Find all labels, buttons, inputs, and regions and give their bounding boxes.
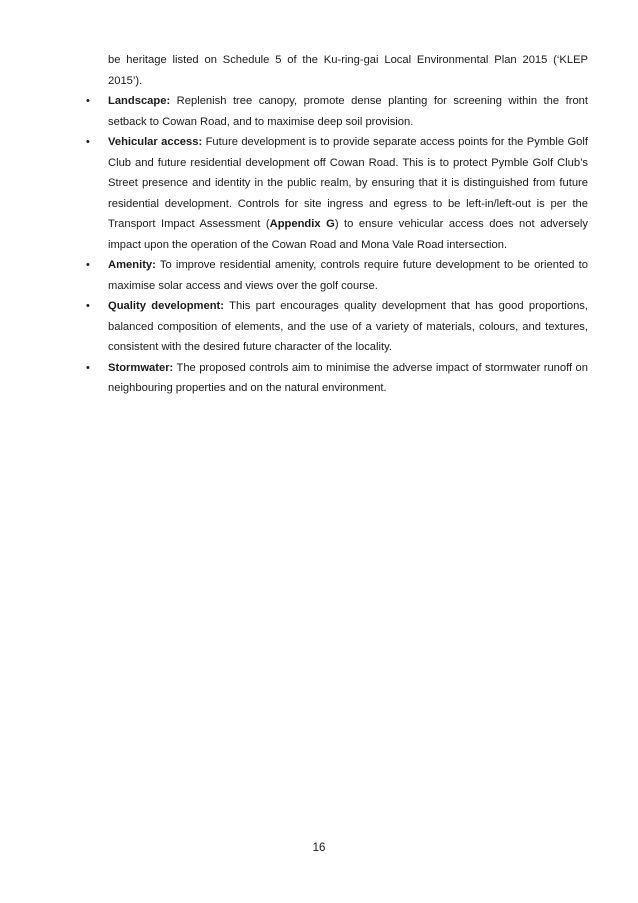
- bullet-item-landscape: [84, 91, 588, 132]
- bullet-icon: •: [86, 300, 90, 312]
- bullet-text: The proposed controls aim to minimise the adverse impact of stormwater runoff on neighbouring properties and on the natural environment.: [108, 361, 588, 394]
- bullet-text: Future development is to provide separate access points for the Pymble Golf Club and future residential development off Cowan Road. This is to protect Pymble Golf Club’s Street presence and identity in the public realm, by ensuring that it is distinguished from future residential development. Controls for site ingress and egress to be left-in/left-out is per the Transport Impact Assessment (: [108, 136, 588, 230]
- bullet-text: Replenish tree canopy, promote dense planting for screening within the front setback to Cowan Road, and to maximise deep soil provision.: [108, 95, 588, 128]
- continuation-paragraph: be heritage listed on Schedule 5 of the Ku-ring-gai Local Environmental Plan 2015 (‘KLEP 2015’).: [108, 54, 588, 87]
- bullet-text: This part encourages quality development that has good proportions, balanced composition of elements, and the use of a variety of materials, colours, and textures, consistent with the desired future character of the locality.: [108, 300, 588, 353]
- page-content: [84, 50, 588, 399]
- bullet-item-vehicular-access: [84, 132, 588, 255]
- page-number: 16: [312, 842, 326, 854]
- bullet-label: Quality development:: [108, 300, 225, 312]
- appendix-reference: Appendix G: [269, 218, 335, 230]
- bullet-icon: •: [86, 361, 90, 374]
- bullet-text: To improve residential amenity, controls require future development to be oriented to maximise solar access and views over the golf course.: [108, 259, 588, 292]
- bullet-item-amenity: [84, 255, 588, 296]
- bullet-label: Stormwater:: [108, 361, 174, 374]
- bullet-label: Vehicular access:: [108, 136, 203, 148]
- bullet-item-stormwater: [84, 358, 588, 399]
- bullet-label: Amenity:: [108, 259, 156, 271]
- bullet-label: Landscape:: [108, 95, 171, 107]
- bullet-text-after: ) to ensure vehicular access does not adversely impact upon the operation of the Cowan Road and Mona Vale Road intersection.: [108, 218, 588, 251]
- bullet-icon: •: [86, 136, 90, 148]
- bullet-list: [84, 91, 588, 399]
- bullet-icon: •: [86, 259, 90, 271]
- bullet-icon: •: [86, 95, 90, 107]
- bullet-item-quality-development: [84, 296, 588, 358]
